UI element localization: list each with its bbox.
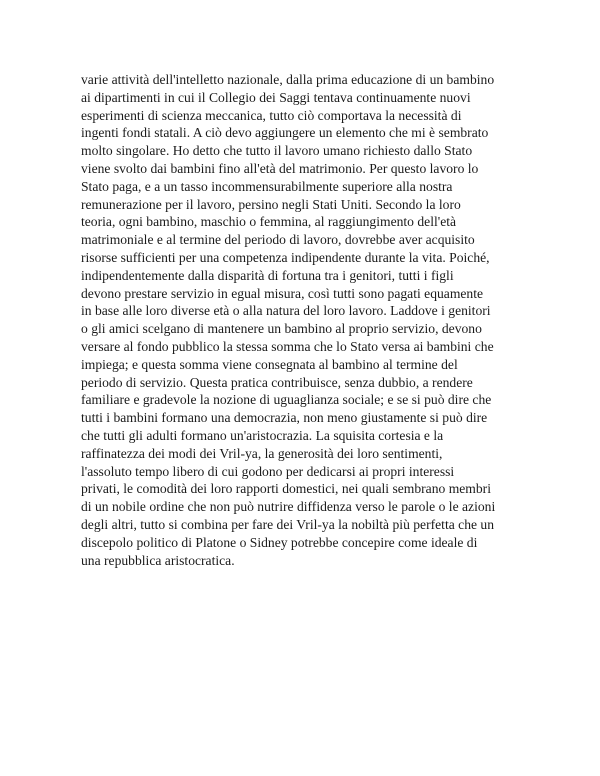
text-line: devono prestare servizio in egual misura, così tutti sono pagati equamente (81, 285, 484, 301)
text-line: privati, le comodità dei loro rapporti domestici, nei quali sembrano membri (81, 481, 491, 497)
text-line: molto singolare. Ho detto che tutto il lavoro umano richiesto dallo Stato (81, 143, 473, 159)
text-line: familiare e gradevole la nozione di uguaglianza sociale; e se si può dire che (81, 392, 492, 408)
text-line: Stato paga, e a un tasso incommensurabilmente superiore alla nostra (81, 178, 453, 194)
text-line: esperimenti di scienza meccanica, tutto ciò comportava la necessità di (81, 107, 462, 123)
text-line: varie attività dell'intelletto nazionale, dalla prima educazione di un bambino (81, 72, 495, 87)
text-line: ai dipartimenti in cui il Collegio dei Saggi tentava continuamente nuovi (81, 89, 471, 105)
text-line: impiega; e questa somma viene consegnata al bambino al termine del (81, 356, 458, 372)
text-line: viene svolto dai bambini fino all'età del matrimonio. Per questo lavoro lo (81, 160, 479, 176)
text-line: remunerazione per il lavoro, persino negli Stati Uniti. Secondo la loro (81, 196, 461, 212)
text-line: periodo di servizio. Questa pratica contribuisce, senza dubbio, a rendere (81, 374, 473, 390)
text-line: ingenti fondi statali. A ciò devo aggiungere un elemento che mi è sembrato (81, 125, 489, 141)
text-line: versare al fondo pubblico la stessa somma che lo Stato versa ai bambini che (81, 338, 494, 354)
text-line: degli altri, tutto si combina per fare dei Vril-ya la nobiltà più perfetta che un (81, 516, 495, 532)
text-line: matrimoniale e al termine del periodo di lavoro, dovrebbe aver acquisito (81, 232, 475, 248)
text-line: in base alle loro diverse età o alla natura del loro lavoro. Laddove i genitori (81, 303, 491, 319)
text-line: l'assoluto tempo libero di cui godono per dedicarsi ai propri interessi (81, 463, 455, 479)
text-line: tutti i bambini formano una democrazia, non meno giustamente si può dire (81, 410, 488, 426)
text-line: una repubblica aristocratica. (81, 552, 235, 568)
text-line: teoria, ogni bambino, maschio o femmina, al raggiungimento dell'età (81, 214, 457, 230)
text-line: raffinatezza dei modi dei Vril-ya, la generosità dei loro sentimenti, (81, 445, 443, 461)
text-line: indipendentemente dalla disparità di fortuna tra i genitori, tutti i figli (81, 267, 454, 283)
text-line: che tutti gli adulti formano un'aristocrazia. La squisita cortesia e la (81, 427, 444, 443)
text-line: o gli amici scelgano di mantenere un bambino al proprio servizio, devono (81, 321, 482, 337)
text-line: risorse sufficienti per una competenza indipendente durante la vita. Poiché, (81, 249, 490, 265)
body-paragraph (81, 71, 533, 569)
text-line: di un nobile ordine che non può nutrire diffidenza verso le parole o le azioni (81, 499, 496, 515)
text-line: discepolo politico di Platone o Sidney potrebbe concepire come ideale di (81, 534, 478, 550)
